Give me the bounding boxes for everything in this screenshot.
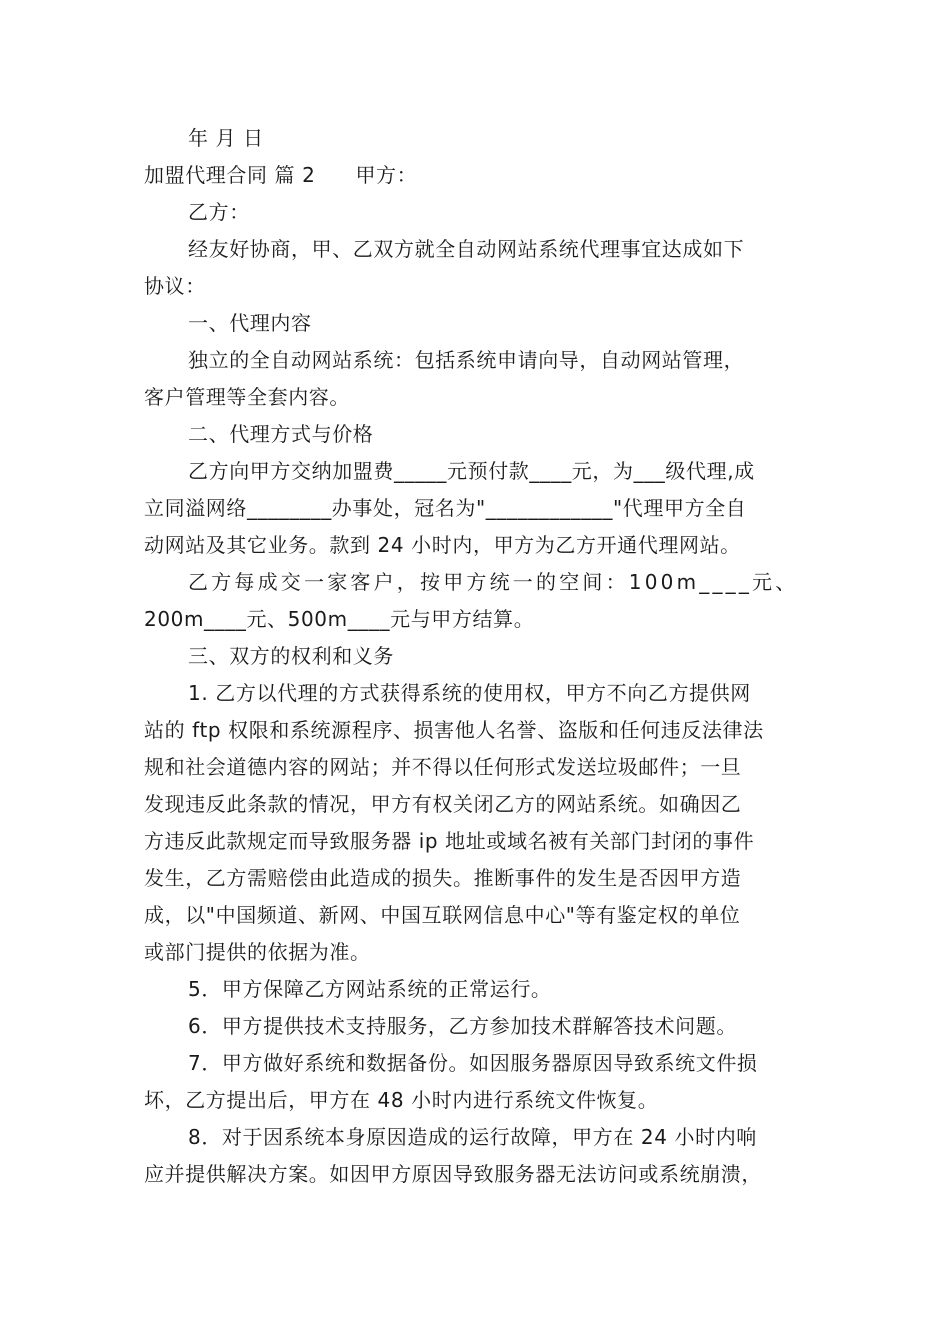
item-1-line-5: 方违反此款规定而导致服务器 ip 地址或域名被有关部门封闭的事件 <box>144 829 755 853</box>
section-2-heading: 二、代理方式与价格 <box>188 422 374 446</box>
document-body <box>144 120 806 1193</box>
section-1-line-2: 客户管理等全套内容。 <box>144 385 350 409</box>
item-7-line-1: 7．甲方做好系统和数据备份。如因服务器原因导致系统文件损 <box>188 1051 758 1075</box>
item-1-line-1: 1. 乙方以代理的方式获得系统的使用权，甲方不向乙方提供网 <box>188 681 751 705</box>
intro-line-1: 经友好协商，甲、乙双方就全自动网站系统代理事宜达成如下 <box>188 237 745 261</box>
item-8-line-2: 应并提供解决方案。如因甲方原因导致服务器无法访问或系统崩溃， <box>144 1162 762 1186</box>
title-line <box>144 157 806 194</box>
item-1-line-6: 发生，乙方需赔偿由此造成的损失。推断事件的发生是否因甲方造 <box>144 866 742 890</box>
date-line: 年 月 日 <box>188 126 264 150</box>
item-6: 6．甲方提供技术支持服务，乙方参加技术群解答技术问题。 <box>188 1014 737 1038</box>
section-1-line-1: 独立的全自动网站系统：包括系统申请向导，自动网站管理， <box>188 348 745 372</box>
item-1-line-3: 规和社会道德内容的网站；并不得以任何形式发送垃圾邮件；一旦 <box>144 755 742 779</box>
party-a-label: 甲方： <box>355 163 418 187</box>
item-8-line-1: 8．对于因系统本身原因造成的运行故障，甲方在 24 小时内响 <box>188 1125 757 1149</box>
section-2-para-1-line-1: 乙方向甲方交纳加盟费_____元预付款____元，为___级代理,成 <box>188 459 755 483</box>
item-1-line-2: 站的 ftp 权限和系统源程序、损害他人名誉、盗版和任何违反法律法 <box>144 718 764 742</box>
item-5: 5．甲方保障乙方网站系统的正常运行。 <box>188 977 552 1001</box>
section-2-para-1-line-3: 动网站及其它业务。款到 24 小时内，甲方为乙方开通代理网站。 <box>144 533 741 557</box>
intro-line-2: 协议： <box>144 274 206 298</box>
item-7-line-2: 坏，乙方提出后，甲方在 48 小时内进行系统文件恢复。 <box>144 1088 659 1112</box>
section-3-heading: 三、双方的权利和义务 <box>188 644 394 668</box>
document-title: 加盟代理合同 篇 2 <box>144 163 316 187</box>
section-1-heading: 一、代理内容 <box>188 311 312 335</box>
section-2-para-2-line-1: 乙方每成交一家客户，按甲方统一的空间：100m____元、 <box>188 570 799 594</box>
party-b-label: 乙方： <box>188 200 250 224</box>
item-1-line-8: 或部门提供的依据为准。 <box>144 940 371 964</box>
item-1-line-4: 发现违反此条款的情况，甲方有权关闭乙方的网站系统。如确因乙 <box>144 792 742 816</box>
item-1-line-7: 成，以"中国频道、新网、中国互联网信息中心"等有鉴定权的单位 <box>144 903 741 927</box>
section-2-para-2-line-2: 200m____元、500m____元与甲方结算。 <box>144 607 535 631</box>
section-2-para-1-line-2: 立同溢网络________办事处，冠名为"____________"代理甲方全自 <box>144 496 747 520</box>
